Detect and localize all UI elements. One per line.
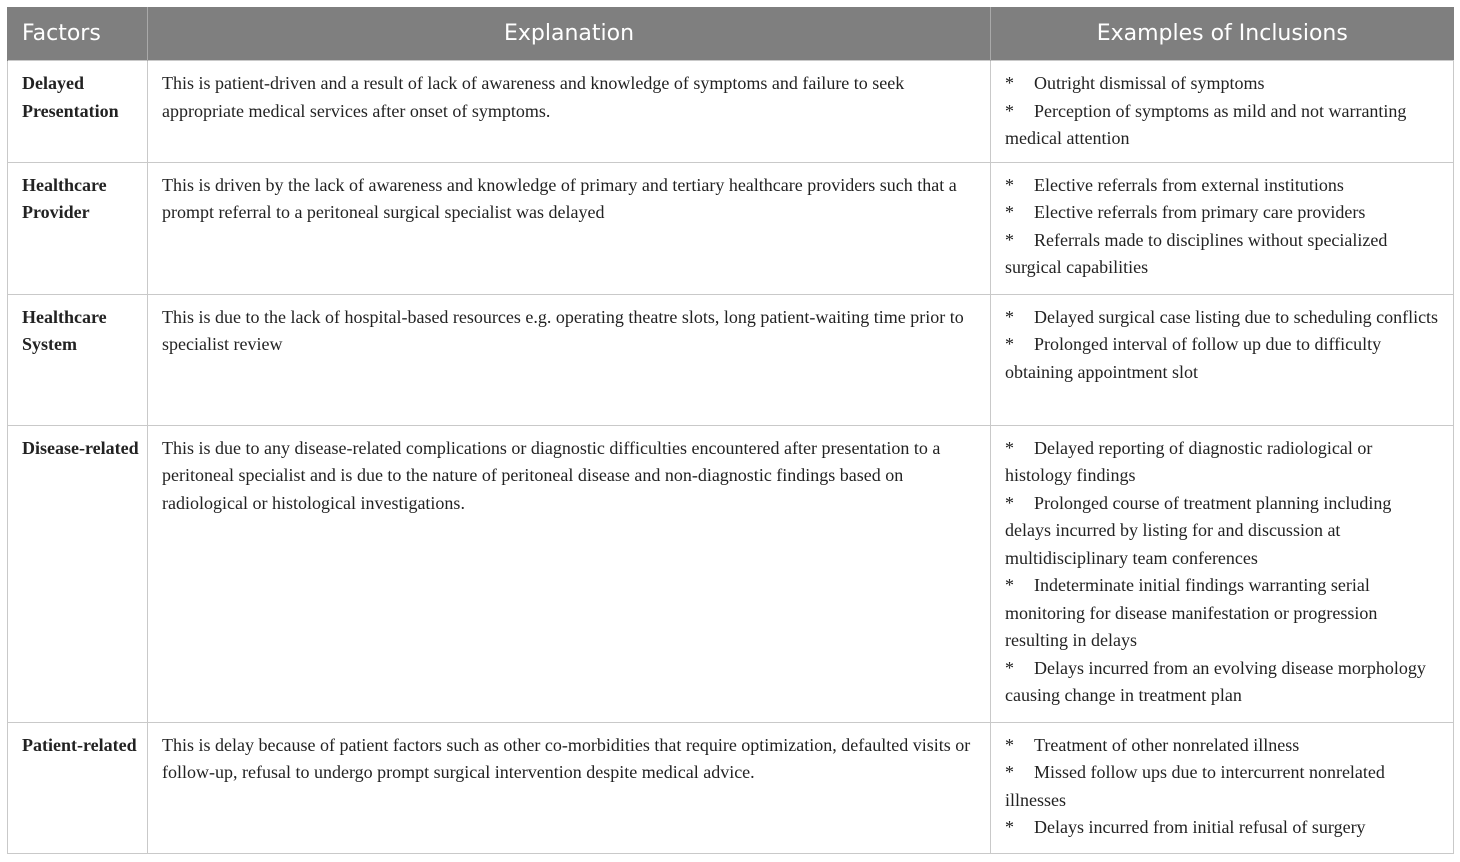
inclusion-text: Outright dismissal of symptoms — [1034, 73, 1265, 93]
bullet-asterisk-icon: * — [1005, 575, 1014, 595]
inclusion-text: Indeterminate initial findings warranting serial monitoring for disease manifestation or progression resulting in delays — [1005, 575, 1378, 650]
header-row — [8, 7, 1454, 61]
inclusion-item — [1005, 814, 1439, 842]
inclusion-item — [1005, 172, 1439, 200]
inclusion-text: Delays incurred from an evolving disease morphology causing change in treatment plan — [1005, 657, 1426, 705]
bullet-asterisk-icon: * — [1005, 762, 1014, 782]
bullet-asterisk-icon: * — [1005, 334, 1014, 354]
inclusion-text: Missed follow ups due to intercurrent nonrelated illnesses — [1005, 762, 1385, 810]
bullet-asterisk-icon: * — [1005, 437, 1014, 458]
factor-cell: Patient-related — [8, 722, 148, 853]
inclusion-item — [1005, 655, 1439, 710]
bullet-asterisk-icon: * — [1005, 734, 1014, 755]
factors-table — [7, 7, 1454, 854]
bullet-asterisk-icon: * — [1005, 174, 1014, 195]
explanation-cell: This is delay because of patient factors such as other co-morbidities that require optimization, defaulted visits or follow-up, refusal to undergo prompt surgical intervention despite medical advice. — [148, 722, 991, 853]
inclusions-cell — [991, 425, 1454, 722]
bullet-asterisk-icon: * — [1005, 229, 1014, 250]
inclusion-item — [1005, 199, 1439, 227]
inclusion-item — [1005, 759, 1439, 814]
bullet-asterisk-icon: * — [1005, 73, 1014, 93]
explanation-cell: This is due to the lack of hospital-based resources e.g. operating theatre slots, long patient-waiting time prior to specialist review — [148, 294, 991, 425]
bullet-asterisk-icon: * — [1005, 492, 1014, 513]
bullet-asterisk-icon: * — [1005, 100, 1014, 121]
inclusion-item — [1005, 304, 1439, 332]
inclusion-text: Treatment of other nonrelated illness — [1034, 734, 1300, 755]
inclusion-text: Prolonged interval of follow up due to difficulty obtaining appointment slot — [1005, 334, 1382, 382]
column-header-factors: Factors — [8, 7, 148, 61]
bullet-asterisk-icon: * — [1005, 657, 1014, 678]
table-header — [8, 7, 1454, 61]
inclusions-cell — [991, 61, 1454, 163]
table-row — [8, 425, 1454, 722]
table-row — [8, 61, 1454, 163]
table-body — [8, 61, 1454, 854]
inclusion-text: Referrals made to disciplines without specialized surgical capabilities — [1005, 229, 1388, 277]
inclusion-text: Delayed surgical case listing due to scheduling conflicts — [1034, 306, 1439, 327]
inclusion-item — [1005, 435, 1439, 490]
table-row — [8, 162, 1454, 294]
inclusion-text: Delayed reporting of diagnostic radiological or histology findings — [1005, 437, 1373, 485]
factor-cell: Delayed Presentation — [8, 61, 148, 163]
factor-cell: Healthcare Provider — [8, 162, 148, 294]
column-header-inclusions: Examples of Inclusions — [991, 7, 1454, 61]
bullet-asterisk-icon: * — [1005, 202, 1014, 222]
inclusions-cell — [991, 294, 1454, 425]
explanation-cell: This is patient-driven and a result of lack of awareness and knowledge of symptoms and failure to seek appropriate medical services after onset of symptoms. — [148, 61, 991, 163]
inclusions-cell — [991, 722, 1454, 853]
column-header-explanation: Explanation — [148, 7, 991, 61]
inclusion-item — [1005, 572, 1439, 655]
inclusions-cell — [991, 162, 1454, 294]
inclusion-text: Elective referrals from external institutions — [1034, 174, 1344, 195]
factor-cell: Healthcare System — [8, 294, 148, 425]
explanation-cell: This is due to any disease-related complications or diagnostic difficulties encountered after presentation to a peritoneal specialist and is due to the nature of peritoneal disease and non-diagnostic findings based on radiological or histological investigations. — [148, 425, 991, 722]
inclusion-text: Prolonged course of treatment planning including delays incurred by listing for and discussion at multidisciplinary team conferences — [1005, 492, 1392, 568]
inclusion-item — [1005, 732, 1439, 760]
inclusion-item — [1005, 227, 1439, 282]
table-row — [8, 294, 1454, 425]
bullet-asterisk-icon: * — [1005, 817, 1014, 837]
inclusion-text: Delays incurred from initial refusal of surgery — [1034, 817, 1366, 837]
inclusion-item — [1005, 331, 1439, 386]
inclusion-text: Elective referrals from primary care providers — [1034, 202, 1366, 222]
factor-cell: Disease-related — [8, 425, 148, 722]
inclusion-item — [1005, 70, 1439, 98]
bullet-asterisk-icon: * — [1005, 306, 1014, 327]
table-row — [8, 722, 1454, 853]
explanation-cell: This is driven by the lack of awareness and knowledge of primary and tertiary healthcare providers such that a prompt referral to a peritoneal surgical specialist was delayed — [148, 162, 991, 294]
inclusion-item — [1005, 490, 1439, 573]
inclusion-text: Perception of symptoms as mild and not warranting medical attention — [1005, 100, 1407, 148]
inclusion-item — [1005, 98, 1439, 153]
